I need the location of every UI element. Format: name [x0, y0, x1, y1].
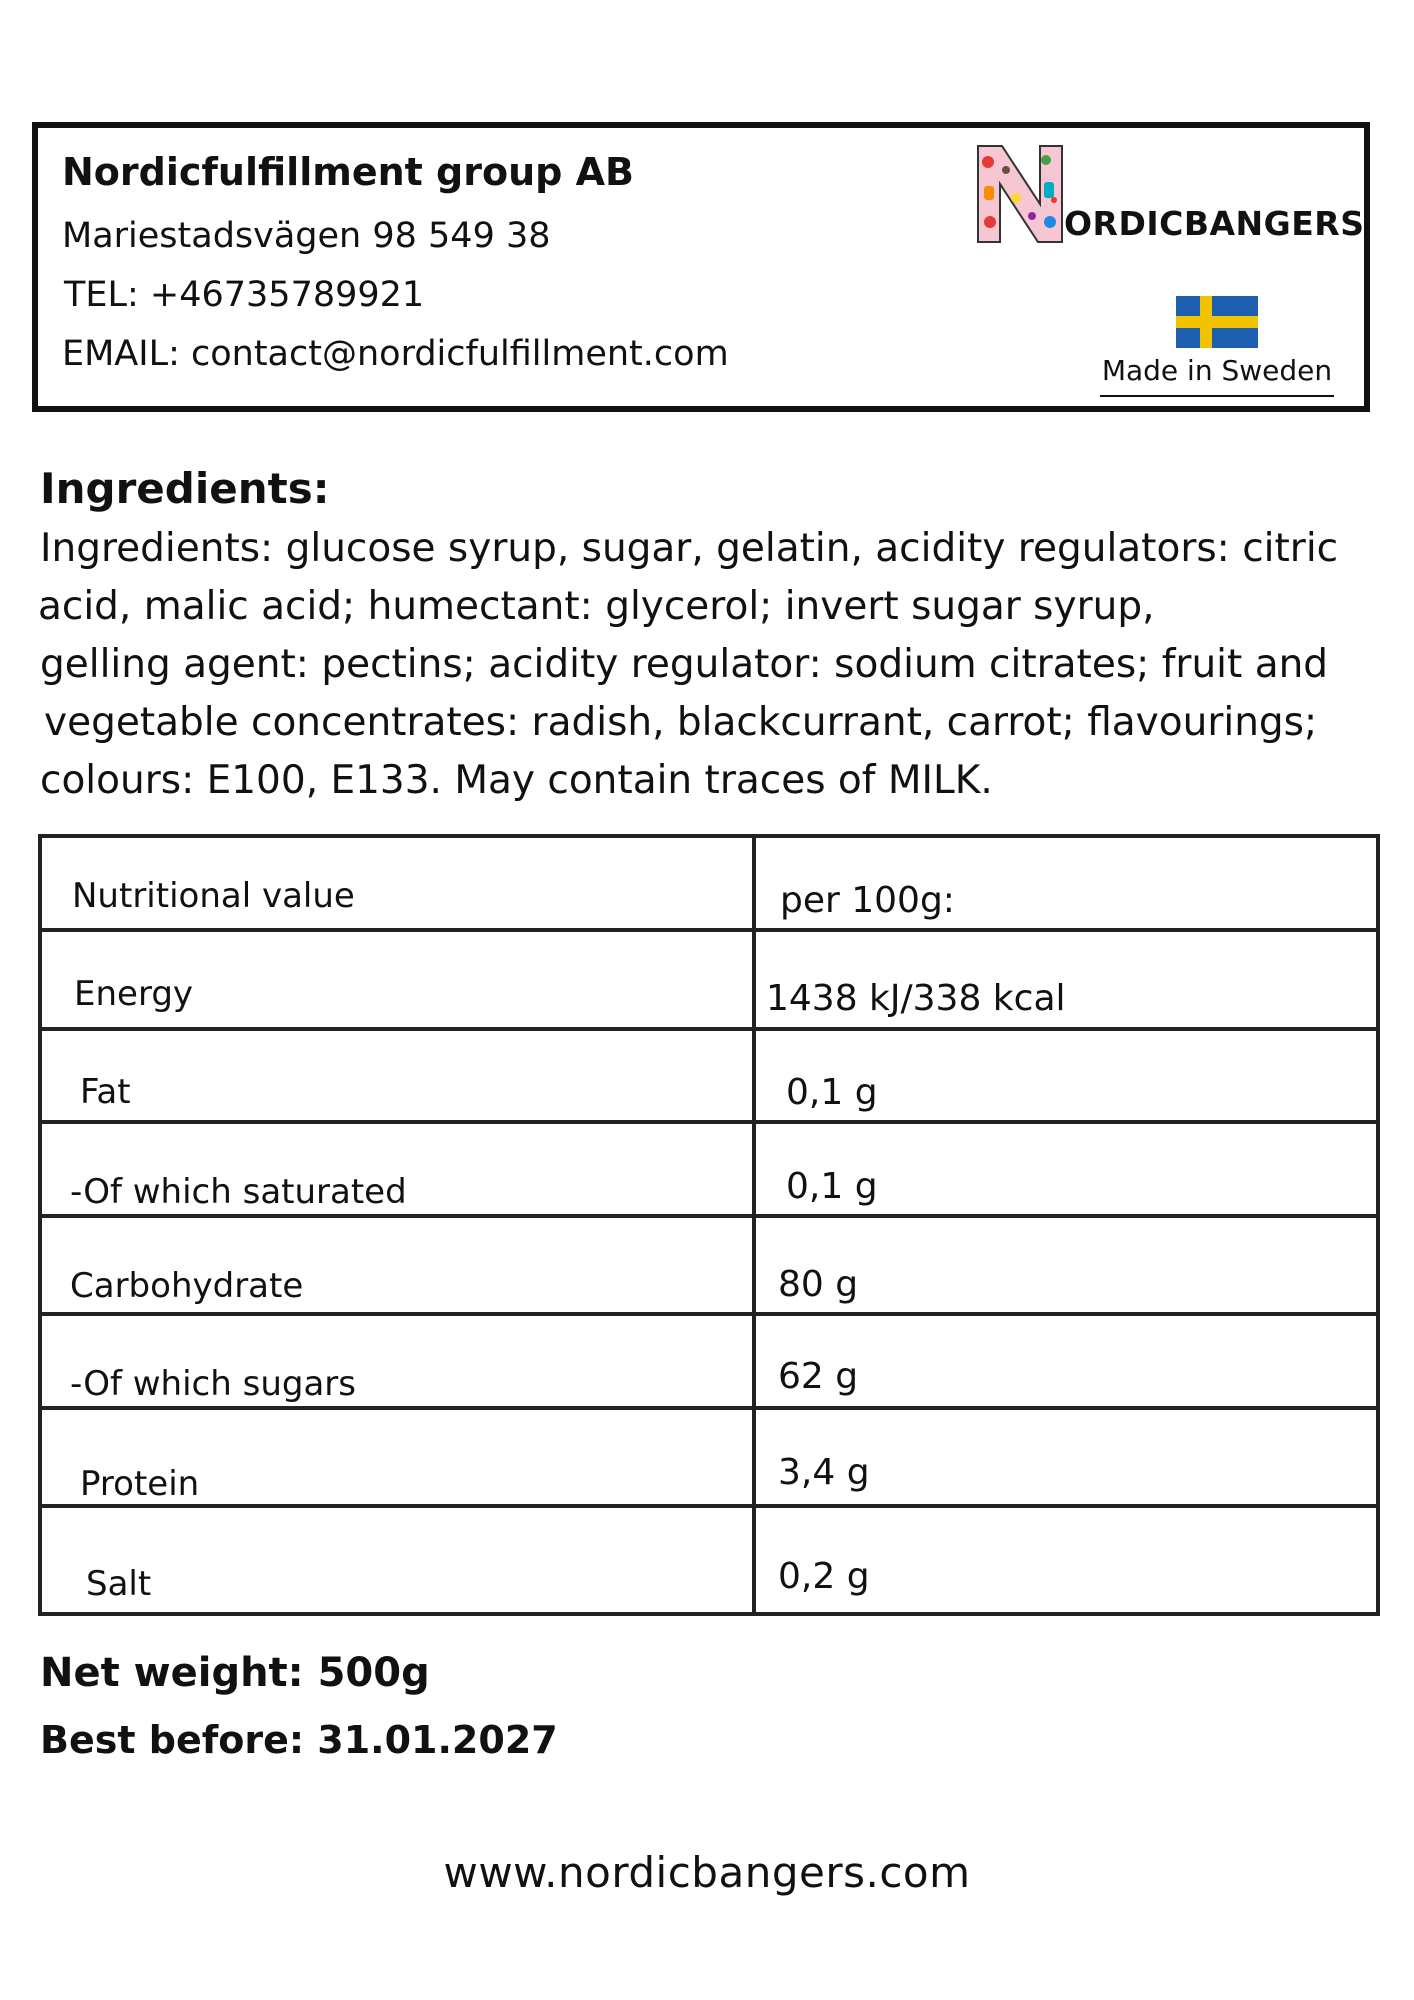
brand-name: ORDICBANGERS: [1064, 204, 1365, 243]
ingredients-line: colours: E100, E133. May contain traces of MILK.: [40, 758, 993, 803]
table-row-label: -Of which sugars: [70, 1364, 356, 1404]
table-row-border: [38, 1120, 1380, 1124]
table-row-label: Salt: [86, 1564, 152, 1604]
table-row-border: [38, 1214, 1380, 1218]
table-row-value: 3,4 g: [778, 1452, 870, 1493]
table-row-label: Carbohydrate: [70, 1266, 304, 1306]
nutrition-header-value: per 100g:: [780, 880, 955, 921]
website-url: www.nordicbangers.com: [443, 1848, 971, 1897]
ingredients-heading: Ingredients:: [40, 464, 330, 513]
best-before-date: Best before: 31.01.2027: [40, 1718, 558, 1762]
net-weight: Net weight: 500g: [40, 1650, 430, 1696]
table-row-border: [38, 1027, 1380, 1031]
table-row-label: -Of which saturated: [70, 1172, 407, 1212]
ingredients-line: vegetable concentrates: radish, blackcurrant, carrot; flavourings;: [44, 700, 1318, 745]
ingredients-line: Ingredients: glucose syrup, sugar, gelatin, acidity regulators: citric: [40, 526, 1339, 571]
made-in-label: Made in Sweden: [1100, 354, 1334, 397]
table-row-border: [38, 1406, 1380, 1410]
nutrition-table-divider: [752, 834, 756, 1616]
table-row-border: [38, 1504, 1380, 1508]
nutrition-header-label: Nutritional value: [72, 876, 355, 916]
company-address: Mariestadsvägen 98 549 38: [62, 216, 551, 256]
table-row-value: 0,1 g: [786, 1166, 878, 1207]
ingredients-line: gelling agent: pectins; acidity regulator: sodium citrates; fruit and: [40, 642, 1329, 687]
nutrition-table: [38, 834, 1380, 1616]
table-row-value: 0,2 g: [778, 1556, 870, 1597]
table-row-value: 62 g: [778, 1356, 859, 1397]
ingredients-line: acid, malic acid; humectant: glycerol; invert sugar syrup,: [38, 584, 1155, 629]
table-row-border: [38, 1312, 1380, 1316]
candy-n-logo-icon: [976, 142, 1064, 244]
company-name: Nordicfulfillment group AB: [62, 150, 634, 194]
company-phone: TEL: +46735789921: [64, 275, 425, 315]
table-row-label: Fat: [80, 1072, 131, 1112]
table-row-border: [38, 928, 1380, 932]
sweden-flag-icon: [1176, 296, 1258, 348]
table-row-value: 0,1 g: [786, 1072, 878, 1113]
table-row-value: 80 g: [778, 1264, 859, 1305]
table-row-value: 1438 kJ/338 kcal: [766, 978, 1066, 1019]
table-row-label: Protein: [80, 1464, 200, 1504]
company-email: EMAIL: contact@nordicfulfillment.com: [62, 334, 729, 374]
table-row-label: Energy: [74, 974, 194, 1014]
nordicbangers-logo: [976, 142, 1365, 246]
